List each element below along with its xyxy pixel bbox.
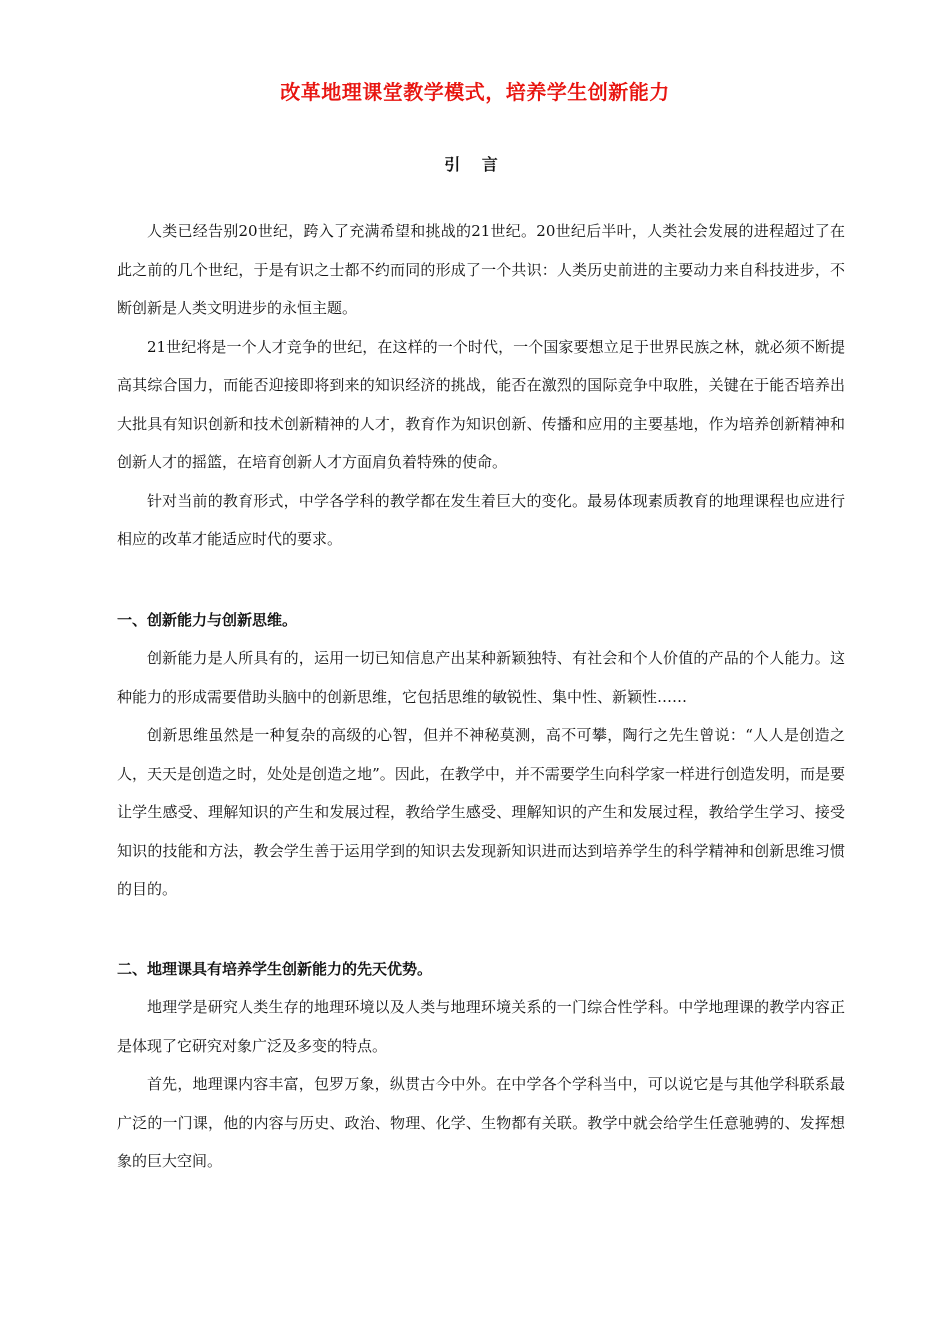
section-1 <box>117 601 845 909</box>
section-1-paragraph-1: 创新能力是人所具有的，运用一切已知信息产出某种新颖独特、有社会和个人价值的产品的个人能力。这种能力的形成需要借助头脑中的创新思维，它包括思维的敏锐性、集中性、新颖性…… <box>117 649 845 706</box>
section-2 <box>117 950 845 1181</box>
section-1-heading: 一、创新能力与创新思维。 <box>117 611 298 629</box>
section-2-paragraph-2: 首先，地理课内容丰富，包罗万象，纵贯古今中外。在中学各个学科当中，可以说它是与其他学科联系最广泛的一门课，他的内容与历史、政治、物理、化学、生物都有关联。教学中就会给学生任意驰骋的、发挥想象的巨大空间。 <box>117 1075 845 1170</box>
intro-paragraph-2: 21世纪将是一个人才竞争的世纪，在这样的一个时代，一个国家要想立足于世界民族之林，就必须不断提高其综合国力，而能否迎接即将到来的知识经济的挑战，能否在激烈的国际竞争中取胜，关键在于能否培养出大批具有知识创新和技术创新精神的人才，教育作为知识创新、传播和应用的主要基地，作为培养创新精神和创新人才的摇篮，在培育创新人才方面肩负着特殊的使命。 <box>117 337 845 471</box>
intro-heading: 引 言 <box>444 155 506 174</box>
document-title: 改革地理课堂教学模式，培养学生创新能力 <box>280 80 670 104</box>
section-2-paragraph-1: 地理学是研究人类生存的地理环境以及人类与地理环境关系的一门综合性学科。中学地理课的教学内容正是体现了它研究对象广泛及多变的特点。 <box>117 998 845 1055</box>
section-1-paragraph-2: 创新思维虽然是一种复杂的高级的心智，但并不神秘莫测，高不可攀，陶行之先生曾说：“人人是创造之人，天天是创造之时，处处是创造之地”。因此，在教学中，并不需要学生向科学家一样进行创造发明，而是要让学生感受、理解知识的产生和发展过程，教给学生感受、理解知识的产生和发展过程，教给学生学习、接受知识的技能和方法，教会学生善于运用学到的知识去发现新知识进而达到培养学生的科学精神和创新思维习惯的目的。 <box>117 726 845 898</box>
section-2-heading: 二、地理课具有培养学生创新能力的先天优势。 <box>117 960 433 978</box>
intro-paragraph-1: 人类已经告别20世纪，跨入了充满希望和挑战的21世纪。20世纪后半叶，人类社会发展的进程超过了在此之前的几个世纪，于是有识之士都不约而同的形成了一个共识：人类历史前进的主要动力来自科技进步，不断创新是人类文明进步的永恒主题。 <box>117 222 845 317</box>
intro-paragraph-3: 针对当前的教育形式，中学各学科的教学都在发生着巨大的变化。最易体现素质教育的地理课程也应进行相应的改革才能适应时代的要求。 <box>117 491 845 548</box>
intro-section <box>117 212 845 559</box>
